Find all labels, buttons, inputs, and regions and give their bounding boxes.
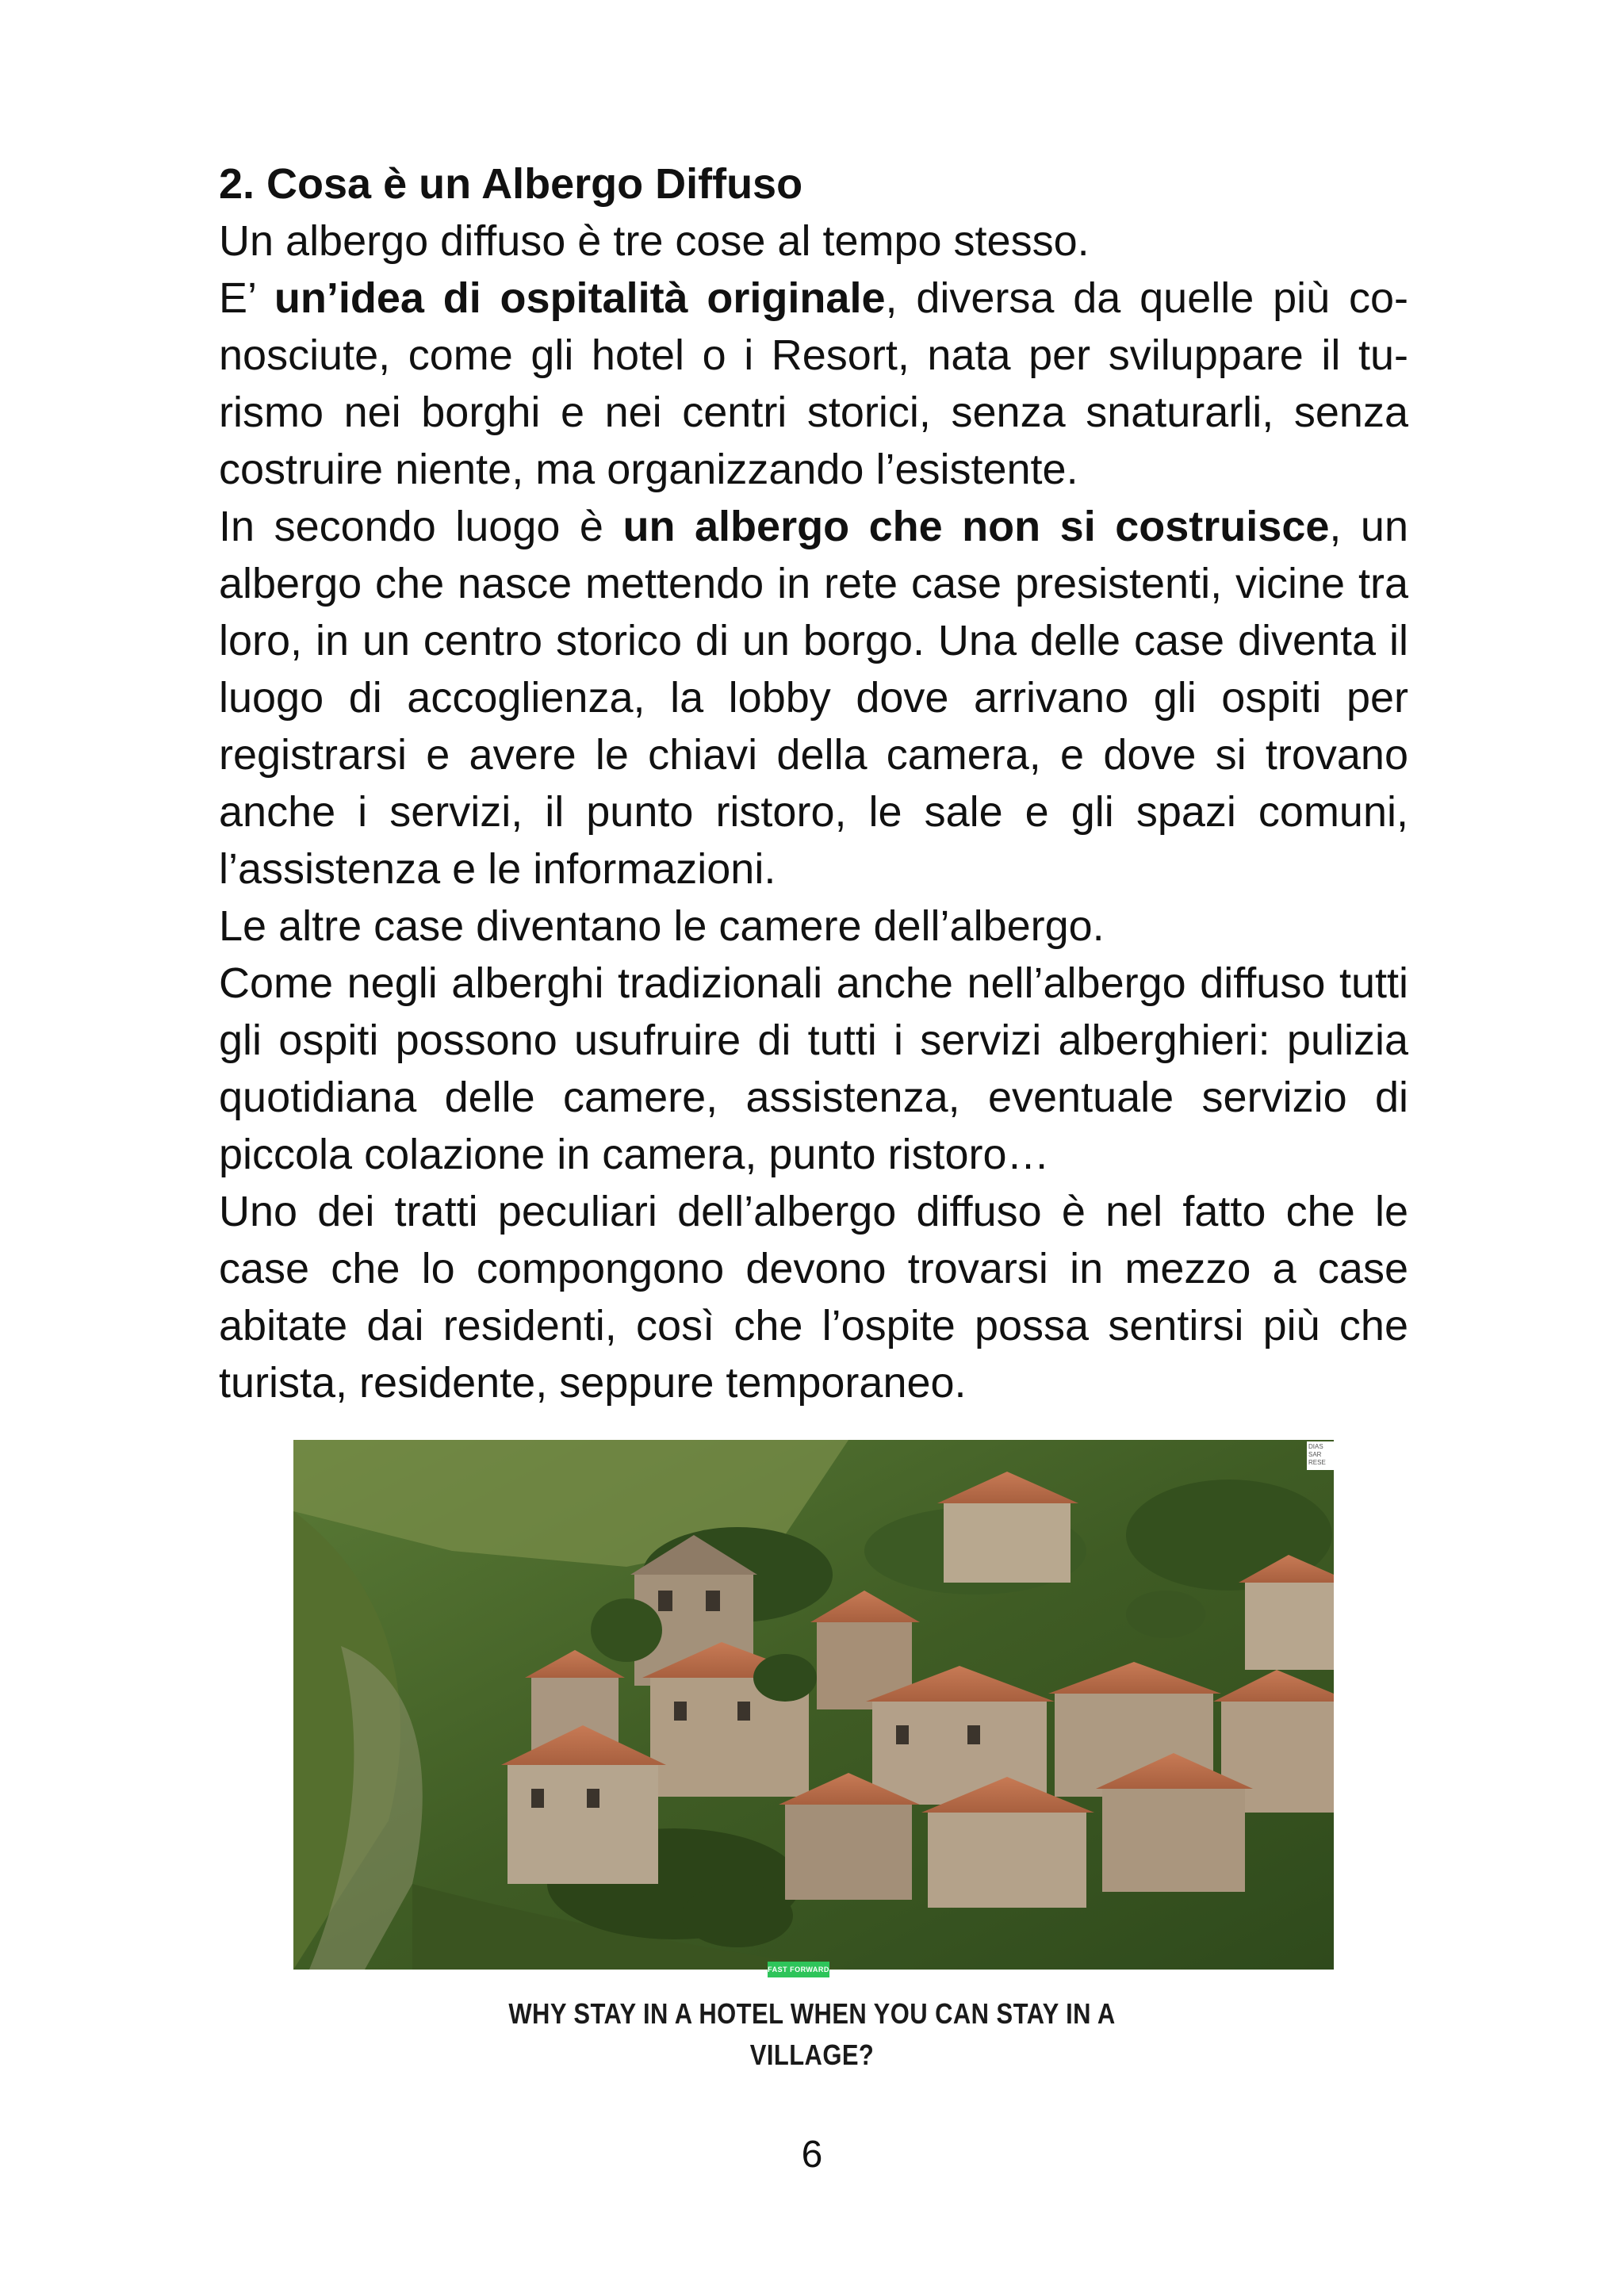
village-illustration: [293, 1440, 1334, 1970]
paragraph-3-rest: , un albergo che nasce mettendo in rete case presistenti, vicine tra loro, in un centro storico di un borgo. Una delle case diventa il luogo di accoglienza, la lobby dove arrivano gli ospiti per registrarsi e avere le chiavi della camera, e dove si trovano anche i servizi, il punto ristoro, le sale e gli spazi comuni, l’assistenza e le informazioni.: [219, 503, 1408, 893]
image-caption: WHY STAY IN A HOTEL WHEN YOU CAN STAY IN A VILLAGE?: [508, 1997, 1116, 2071]
paragraph-5: Come negli alberghi tradizionali anche nell’albergo diffuso tutti gli ospiti possono usufruire di tutti i servizi alberghieri: pulizia quotidiana delle camere, assistenza, eventuale servizio di piccola colazione in camera, punto ristoro…: [219, 959, 1408, 1178]
paragraph-6: Uno dei tratti peculiari dell’albergo diffuso è nel fatto che le case che lo compongono devono trovarsi in mezzo a case abitate dai residenti, così che l’ospite possa sentirsi più che turista, residente, seppure temporaneo.: [219, 1188, 1408, 1407]
paragraph-3-emphasis: un albergo che non si costruisce: [622, 503, 1330, 550]
page-number: 6: [801, 2134, 823, 2176]
fast-forward-tag: FAST FORWARD: [768, 1962, 829, 1977]
paragraph-4: Le altre case diventano le camere dell’albergo.: [219, 902, 1105, 950]
paragraph-2-rest: , diversa da quelle più conosciute, come gli hotel o i Resort, nata per sviluppare il turismo nei borghi e nei centri storici, senza snaturarli, senza costruire niente, ma organizzando l’esistente.: [219, 274, 1409, 493]
body-text: [219, 155, 1408, 1411]
paragraph-2-emphasis: un’idea di ospitalità originale: [274, 274, 886, 322]
paragraph-2: [219, 270, 1408, 498]
paragraph-3: [219, 498, 1408, 898]
paragraph-2-lead: E’: [219, 274, 274, 322]
paragraph-1: Un albergo diffuso è tre cose al tempo stesso.: [219, 217, 1090, 265]
section-heading: 2. Cosa è un Albergo Diffuso: [219, 160, 803, 208]
village-aerial-photo: [293, 1440, 1334, 1970]
paragraph-3-lead: In secondo luogo è: [219, 503, 623, 550]
watermark-logo: DIAS SAR RESE: [1307, 1441, 1334, 1470]
